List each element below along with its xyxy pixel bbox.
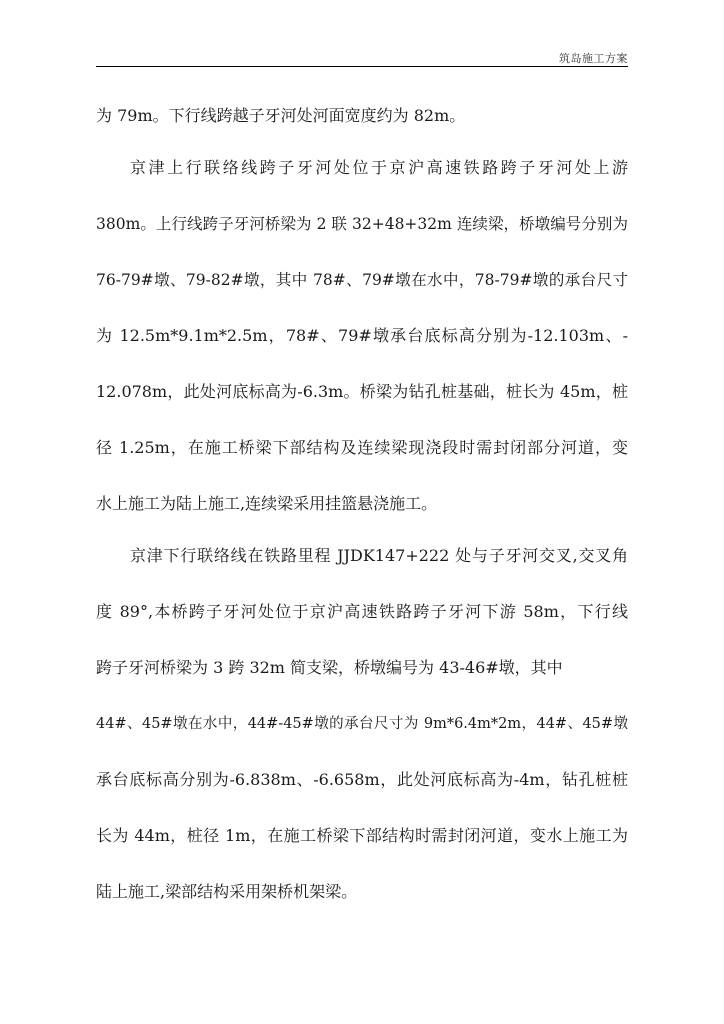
text-line: 承台底标高分别为-6.838m、-6.658m，此处河底标高为-4m，钻孔桩桩 — [96, 770, 628, 789]
text-line: 76-79#墩、79-82#墩，其中 78#、79#墩在水中，78-79#墩的承台尺寸 — [96, 271, 628, 289]
header-title: 筑岛施工方案 — [559, 52, 628, 65]
text-line: 44#、45#墩在水中，44#-45#墩的承台尺寸为 9m*6.4m*2m，44#、45#墩 — [96, 716, 628, 732]
text-line: 12.078m，此处河底标高为-6.3m。桥梁为钻孔桩基础，桩长为 45m，桩 — [96, 382, 628, 401]
text-line: 380m。上行线跨子牙河桥梁为 2 联 32+48+32m 连续梁，桥墩编号分别为 — [96, 215, 628, 233]
text-line: 京津下行联络线在铁路里程 JJDK147+222 处与子牙河交叉,交叉角 — [130, 546, 628, 565]
header-rule — [96, 66, 628, 67]
text-line: 京津上行联络线跨子牙河处位于京沪高速铁路跨子牙河处上游 — [130, 158, 628, 177]
text-line: 为 12.5m*9.1m*2.5m，78#、79#墩承台底标高分别为-12.103m、- — [96, 326, 628, 345]
text-line: 水上施工为陆上施工,连续梁采用挂篮悬浇施工。 — [96, 494, 438, 513]
text-line: 为 79m。下行线跨越子牙河处河面宽度约为 82m。 — [96, 106, 466, 125]
text-line: 度 89°,本桥跨子牙河处位于京沪高速铁路跨子牙河下游 58m，下行线 — [96, 602, 628, 621]
text-line: 长为 44m，桩径 1m，在施工桥梁下部结构时需封闭河道，变水上施工为 — [96, 826, 628, 845]
text-line: 陆上施工,梁部结构采用架桥机架梁。 — [96, 882, 358, 901]
text-line: 跨子牙河桥梁为 3 跨 32m 简支梁，桥墩编号为 43-46#墩，其中 — [96, 658, 563, 677]
text-line: 径 1.25m，在施工桥梁下部结构及连续梁现浇段时需封闭部分河道，变 — [96, 438, 628, 457]
